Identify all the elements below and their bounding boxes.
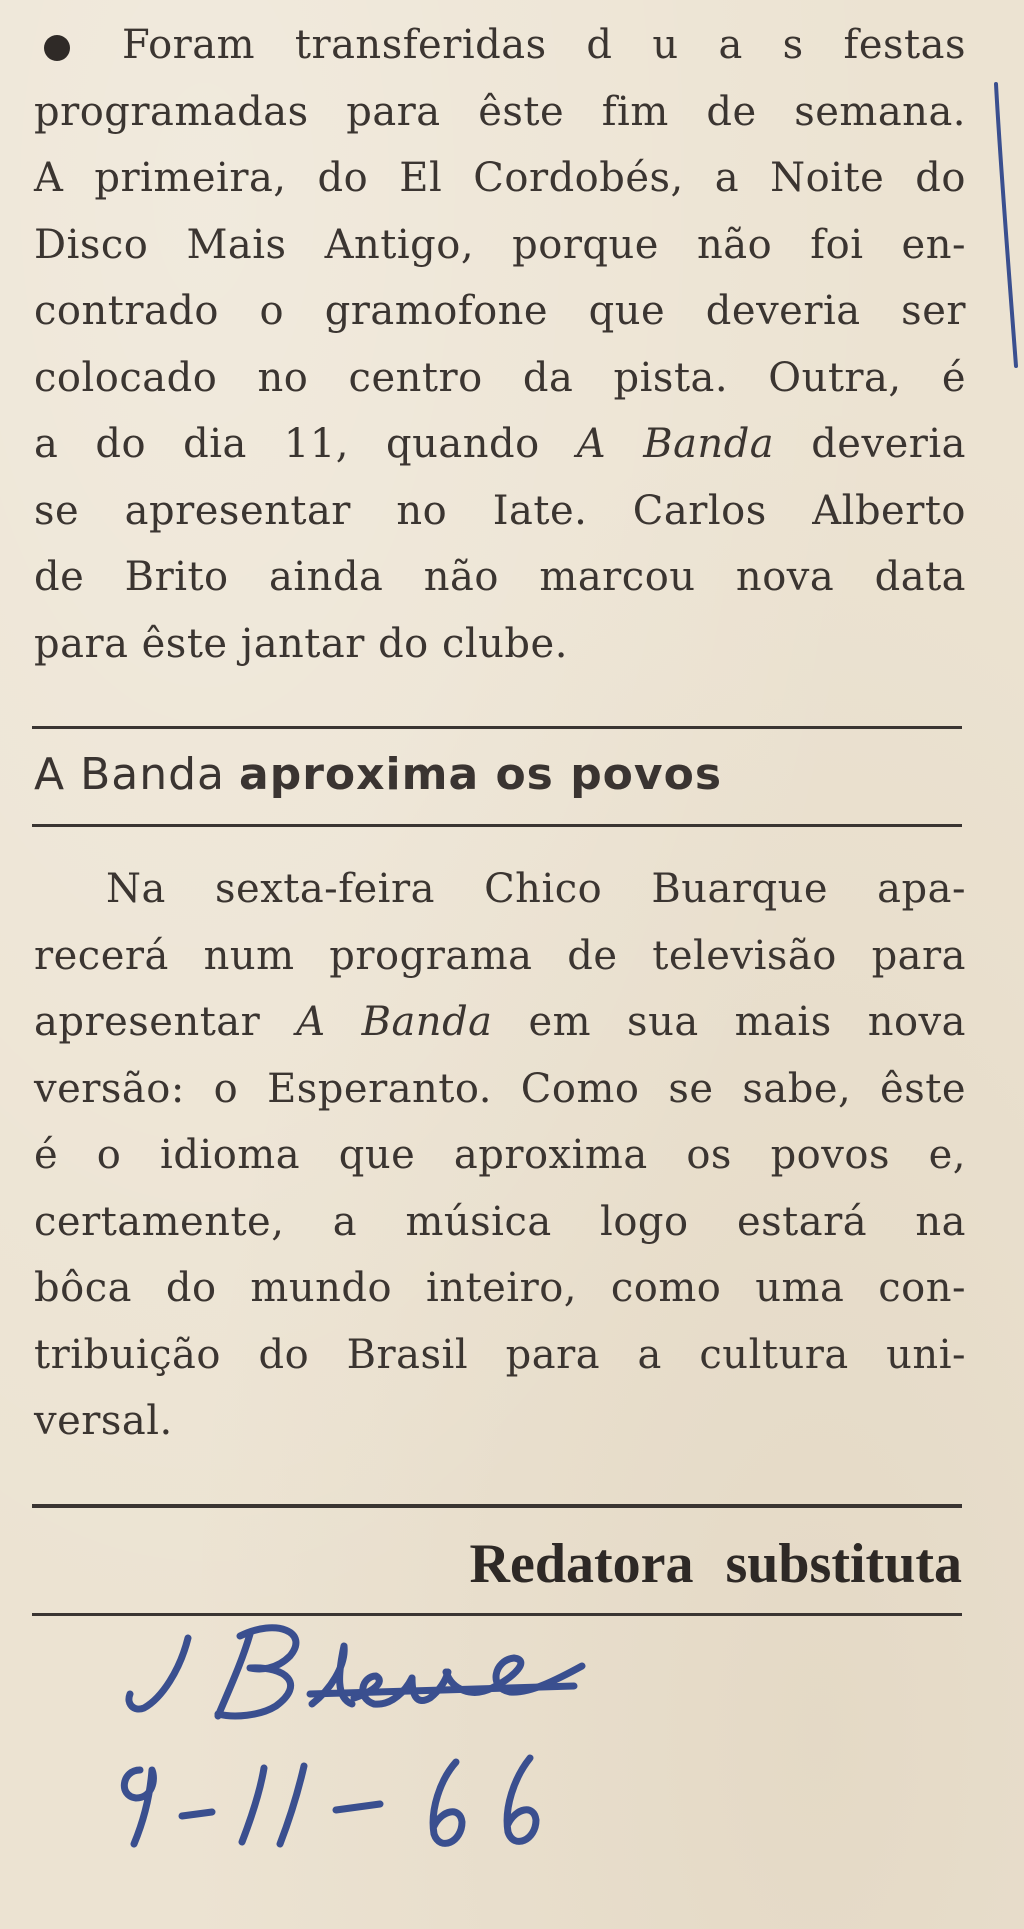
- margin-pen-stroke: [990, 80, 1020, 370]
- divider-rule: [32, 824, 962, 827]
- handwritten-signature: [129, 1628, 582, 1716]
- bullet-icon: [44, 35, 70, 61]
- divider-rule: [32, 1613, 962, 1616]
- handwritten-annotation: [100, 1620, 700, 1900]
- paragraph-chico-buarque: Na sexta-feira Chico Buarque apa- recerá num programa de televisão para apresentar A Banda em sua mais nova versão: o Esperanto. Como se sabe, êste é o idioma que aproxima os povos e, certamente, a música logo estará na bôca do mundo inteiro, como uma con- tribuição do Brasil para a cultura uni- versal.: [34, 866, 967, 1444]
- handwritten-date: [124, 1758, 536, 1844]
- divider-rule: [32, 726, 962, 729]
- byline: Redatora substituta: [469, 1533, 962, 1595]
- divider-rule: [32, 1504, 962, 1508]
- paragraph-party-news: Foram transferidas d u a s festas programadas para êste fim de semana. A primeira, do El Cordobés, a Noite do Disco Mais Antigo, porque não foi en- contrado o gramofone que deveria ser colocado no centro da pista. Outra, é a do dia 11, quando A Banda deveria se apresentar no Iate. Carlos Alberto de Brito ainda não marcou nova data para êste jantar do clube.: [34, 22, 967, 667]
- section-heading: A Banda aproxima os povos: [34, 749, 723, 800]
